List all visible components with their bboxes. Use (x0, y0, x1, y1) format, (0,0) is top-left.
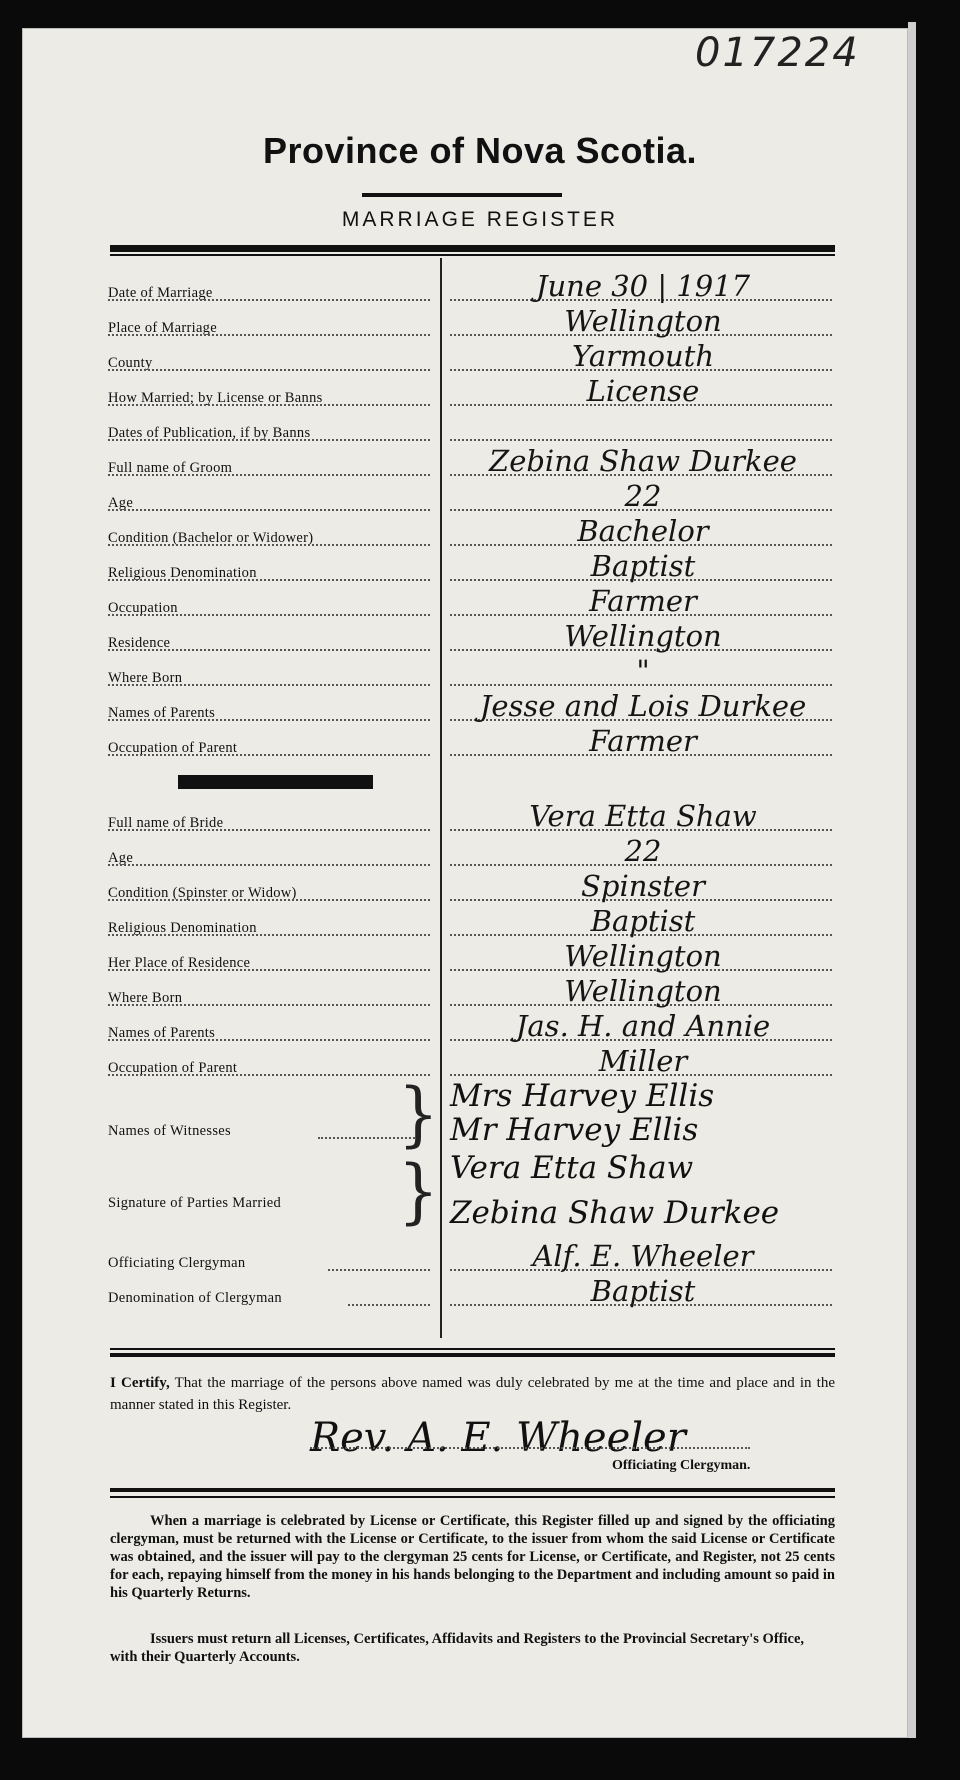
bride-section-bar (178, 775, 373, 789)
field-value: Zebina Shaw Durkee (489, 444, 797, 478)
field-label: Officiating Clergyman (108, 1255, 246, 1271)
certify-lead: I Certify, (110, 1375, 170, 1391)
party-bride-signature: Vera Etta Shaw (450, 1150, 694, 1186)
certify-body: That the marriage of the persons above named was duly celebrated by me at the time and place and in the manner stated in this Register. (110, 1375, 835, 1413)
field-label: Occupation of Parent (108, 1060, 238, 1076)
field-value: Farmer (589, 724, 697, 758)
party-groom-signature: Zebina Shaw Durkee (450, 1195, 780, 1231)
field-label: Names of Witnesses (108, 1123, 231, 1139)
certify-rule-thick (110, 1353, 835, 1357)
field-label: How Married; by License or Banns (108, 390, 323, 406)
field-value: Baptist (590, 549, 696, 583)
field-value: Baptist (590, 904, 696, 938)
field-label: Condition (Bachelor or Widower) (108, 530, 314, 546)
field-value: " (636, 654, 650, 688)
witness-2: Mr Harvey Ellis (450, 1112, 699, 1148)
field-value: Wellington (564, 939, 722, 973)
certify-rule (110, 1348, 835, 1350)
field-label: Denomination of Clergyman (108, 1290, 282, 1306)
field-label: Where Born (108, 990, 183, 1006)
field-value: License (586, 374, 700, 408)
issuers-notice: Issuers must return all Licenses, Certificates, Affidavits and Registers to the Provincial Secretary's Office, with their Quarterly Accounts. (110, 1631, 805, 1665)
row-clergy-denomination (108, 1274, 832, 1314)
field-label: Age (108, 495, 134, 511)
field-value: Vera Etta Shaw (529, 799, 757, 833)
field-label: Residence (108, 635, 171, 651)
field-value: Jas. H. and Annie (515, 1009, 771, 1043)
field-value: Baptist (590, 1274, 696, 1308)
parties-brace: } (398, 1151, 439, 1233)
certification-text (110, 1372, 835, 1416)
field-value: Spinster (581, 869, 705, 903)
field-label: Condition (Spinster or Widow) (108, 885, 297, 901)
field-value: Jesse and Lois Durkee (479, 689, 807, 723)
witness-brace: } (398, 1074, 439, 1156)
field-label: Place of Marriage (108, 320, 217, 336)
register-subtitle: MARRIAGE REGISTER (341, 208, 619, 231)
row-groom-parent-occupation (108, 724, 832, 764)
field-value: 22 (624, 479, 662, 513)
notice-rule-thick (110, 1488, 835, 1492)
field-label: Full name of Groom (108, 460, 233, 476)
field-label: County (108, 355, 153, 371)
field-value: Alf. E. Wheeler (532, 1239, 754, 1273)
page-title: Province of Nova Scotia. (262, 130, 698, 171)
field-label: Names of Parents (108, 1025, 216, 1041)
field-value: Wellington (564, 974, 722, 1008)
signer-title: Officiating Clergyman. (612, 1458, 751, 1473)
field-label: Signature of Parties Married (108, 1195, 282, 1211)
signature-line (310, 1447, 750, 1449)
notice-rule (110, 1496, 835, 1498)
return-notice: When a marriage is celebrated by License or Certificate, this Register filled up and signed by the officiating clergyman, must be returned with the License or Certificate, to the issuer from whom the said License or Certificate was obtained, and the issuer will pay to the clergyman 25 cents for License, or Certificate, and Register, not 25 cents for each, repaying himself from the money in his hands belonging to the Department and including amount so paid in his Quarterly Returns. (110, 1513, 835, 1601)
field-label: Where Born (108, 670, 183, 686)
field-value: June 30 | 1917 (535, 269, 751, 303)
field-label: Religious Denomination (108, 565, 257, 581)
row-how-married (108, 374, 832, 414)
field-value: Wellington (564, 619, 722, 653)
field-label: Occupation (108, 600, 178, 616)
sheet-edge (908, 22, 916, 1738)
field-value: Yarmouth (571, 339, 714, 373)
field-value: 22 (624, 834, 662, 868)
field-label: Date of Marriage (108, 285, 213, 301)
field-label: Her Place of Residence (108, 955, 251, 971)
field-label: Names of Parents (108, 705, 216, 721)
field-label: Religious Denomination (108, 920, 257, 936)
header-rule-thin (110, 254, 835, 256)
clergyman-signature: Rev. A. E. Wheeler (310, 1415, 686, 1461)
title-rule (362, 193, 562, 197)
field-value: Farmer (589, 584, 697, 618)
field-label: Age (108, 850, 134, 866)
field-label: Dates of Publication, if by Banns (108, 425, 311, 441)
field-label: Full name of Bride (108, 815, 224, 831)
field-value: Bachelor (577, 514, 709, 548)
field-label: Occupation of Parent (108, 740, 238, 756)
field-value: Miller (598, 1044, 688, 1078)
witness-1: Mrs Harvey Ellis (450, 1078, 715, 1114)
header-rule (110, 245, 835, 252)
register-number: 017224 (695, 30, 860, 76)
field-value: Wellington (564, 304, 722, 338)
